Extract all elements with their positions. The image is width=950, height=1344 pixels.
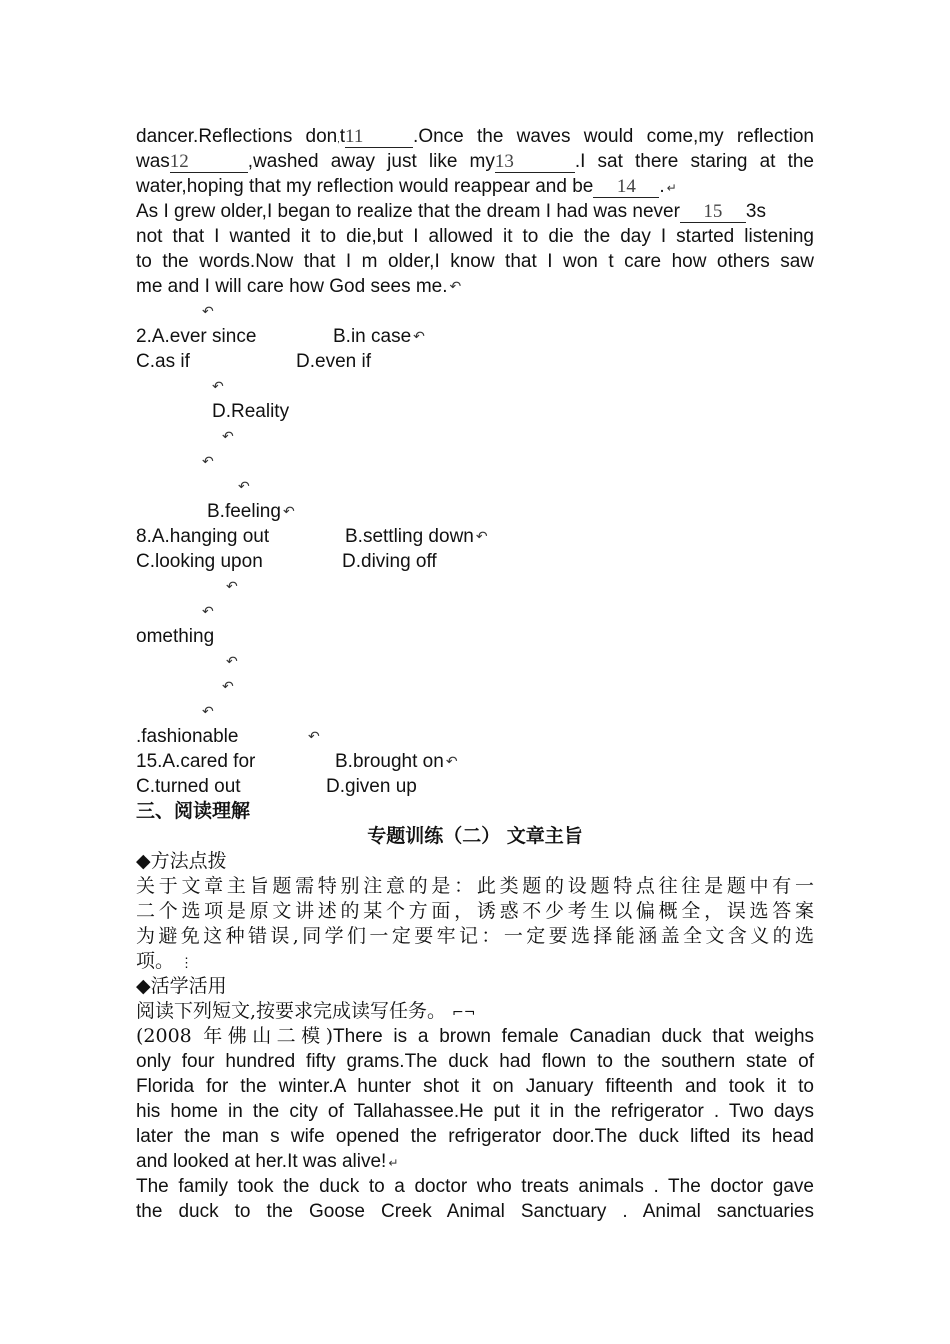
- blank-14[interactable]: 14: [593, 177, 659, 198]
- text-line: Florida for the winter.A hunter shot it on January fifteenth and took it to: [136, 1076, 814, 1097]
- text-run: dancer.Reflections don: [136, 126, 338, 147]
- text-run: As I grew older,I began to realize that the dream I had was never: [136, 201, 680, 222]
- text-run: .I sat there staring at the: [574, 151, 814, 172]
- option-d: D.Reality: [212, 401, 290, 422]
- text-line: to the words.Now that I m older,I know that I won t care how others saw: [136, 251, 814, 272]
- return-mark-icon: ↶: [202, 453, 214, 470]
- blank-line: [136, 474, 814, 499]
- return-mark-icon: ↶: [222, 428, 234, 445]
- return-mark-icon: ↶: [212, 378, 224, 395]
- option-c: C.looking upon: [136, 551, 263, 572]
- text-line: only four hundred fifty grams.The duck had flown to the southern state of: [136, 1051, 814, 1072]
- return-mark-icon: ↶: [449, 278, 462, 295]
- option-c: C.turned out: [136, 776, 241, 797]
- option-line: [136, 549, 814, 574]
- return-mark-icon: ↶: [202, 303, 214, 320]
- blank-line: [136, 299, 814, 324]
- return-mark-icon: ↶: [445, 753, 458, 770]
- text-run: was: [136, 151, 170, 172]
- blank-line: [136, 699, 814, 724]
- text-line: his home in the city of Tallahassee.He put it in the refrigerator . Two days: [136, 1101, 814, 1122]
- blank-line: [136, 649, 814, 674]
- return-mark-icon: ↶: [238, 478, 250, 495]
- text-line: [136, 199, 814, 224]
- return-mark-icon: ↶: [475, 528, 488, 545]
- return-mark-icon: ↶: [226, 653, 238, 670]
- option-line: [136, 349, 814, 374]
- option-a: 15.A.cared for: [136, 751, 256, 772]
- blank-11[interactable]: 11: [345, 127, 413, 148]
- option-b: B.brought on: [335, 751, 444, 772]
- blank-line: [136, 674, 814, 699]
- return-mark-icon: ↶: [308, 728, 320, 745]
- option-line: [136, 774, 814, 799]
- option-line: [136, 399, 814, 424]
- blank-15[interactable]: 15: [680, 202, 746, 223]
- text-line: not that I wanted it to die,but I allowed it to die the day I started listening: [136, 226, 814, 247]
- text-line: 为避免这种错误,同学们一定要牢记：一定要选择能涵盖全文含义的选: [136, 925, 814, 947]
- text-line: [136, 274, 814, 299]
- text-run: .Once the waves would come,my reflection: [413, 126, 814, 147]
- text-line: the duck to the Goose Creek Animal Sanctuary . Animal sanctuaries: [136, 1201, 814, 1222]
- text-line: [136, 149, 814, 174]
- text-run: me and I will care how God sees me.: [136, 276, 448, 297]
- return-mark-icon: ↶: [413, 328, 425, 345]
- option-line: [136, 749, 814, 774]
- option-c: C.as if: [136, 351, 190, 372]
- text-run: water,hoping that my reflection would reappear and be: [136, 176, 594, 197]
- text-line: [136, 1149, 814, 1174]
- text-line: 项。 ⋮: [136, 950, 194, 972]
- text-run: 项。: [136, 950, 175, 972]
- blank-12[interactable]: 12: [170, 152, 248, 173]
- paragraph-end-icon: ↵: [666, 181, 677, 195]
- return-mark-icon: ↶: [282, 503, 295, 520]
- text-line: 关于文章主旨题需特别注意的是：此类题的设题特点往往是题中有一: [136, 875, 814, 897]
- text-run: and looked at her.It was alive!: [136, 1151, 387, 1172]
- section-heading: 三、阅读理解: [136, 800, 251, 822]
- option-line: omething: [136, 626, 215, 647]
- text-line: dancer.Reflections don,t11 .Once the waves would come,my reflection: [136, 126, 814, 147]
- option-line: [136, 499, 814, 524]
- text-run: t: [339, 126, 346, 147]
- option-a: 8.A.hanging out: [136, 526, 270, 547]
- option-b: B.in case: [333, 326, 412, 347]
- option-a: 2.A.ever since: [136, 326, 257, 347]
- option-text: .fashionable: [136, 726, 239, 747]
- blank-line: [136, 374, 814, 399]
- document-page: [136, 124, 814, 1224]
- blank-13[interactable]: 13: [495, 152, 575, 173]
- text-run: (2008 年佛山二模): [136, 1025, 334, 1047]
- text-run: 3s: [745, 201, 766, 222]
- option-line: [136, 324, 814, 349]
- blank-line: [136, 449, 814, 474]
- text-line: water,hoping that my reflection would reappear and be 14 . ↵: [136, 176, 677, 197]
- section-title: 专题训练（二） 文章主旨: [367, 825, 583, 847]
- return-mark-icon: ↶: [226, 578, 238, 595]
- return-mark-icon: ↶: [222, 678, 234, 695]
- apply-heading: ◆活学活用: [136, 975, 227, 997]
- return-mark-icon: ↶: [202, 603, 214, 620]
- text-run: 阅读下列短文,按要求完成读写任务。: [136, 1000, 447, 1022]
- text-run: ,washed away just like my: [247, 151, 495, 172]
- option-b: B.settling down: [345, 526, 474, 547]
- option-d: D.diving off: [342, 551, 437, 572]
- option-d: D.even if: [296, 351, 371, 372]
- blank-line: [136, 599, 814, 624]
- return-mark-icon: ↶: [202, 703, 214, 720]
- method-heading: ◆方法点拨: [136, 850, 227, 872]
- option-d: D.given up: [326, 776, 417, 797]
- blank-line: [136, 424, 814, 449]
- option-b: B.feeling: [207, 501, 281, 522]
- text-line: 阅读下列短文,按要求完成读写任务。 ⌐¬: [136, 1000, 476, 1022]
- paragraph-end-icon: ↵: [388, 1156, 399, 1170]
- text-line: 二个选项是原文讲述的某个方面，诱惑不少考生以偏概全，误选答案: [136, 900, 814, 922]
- text-line: later the man s wife opened the refrigerator door.The duck lifted its head: [136, 1126, 814, 1147]
- option-line: [136, 724, 814, 749]
- option-line: [136, 524, 814, 549]
- blank-line: [136, 574, 814, 599]
- text-line: The family took the duck to a doctor who treats animals . The doctor gave: [136, 1176, 814, 1197]
- text-run: There is a brown female Canadian duck that weighs: [333, 1026, 815, 1047]
- text-line: [136, 1024, 814, 1049]
